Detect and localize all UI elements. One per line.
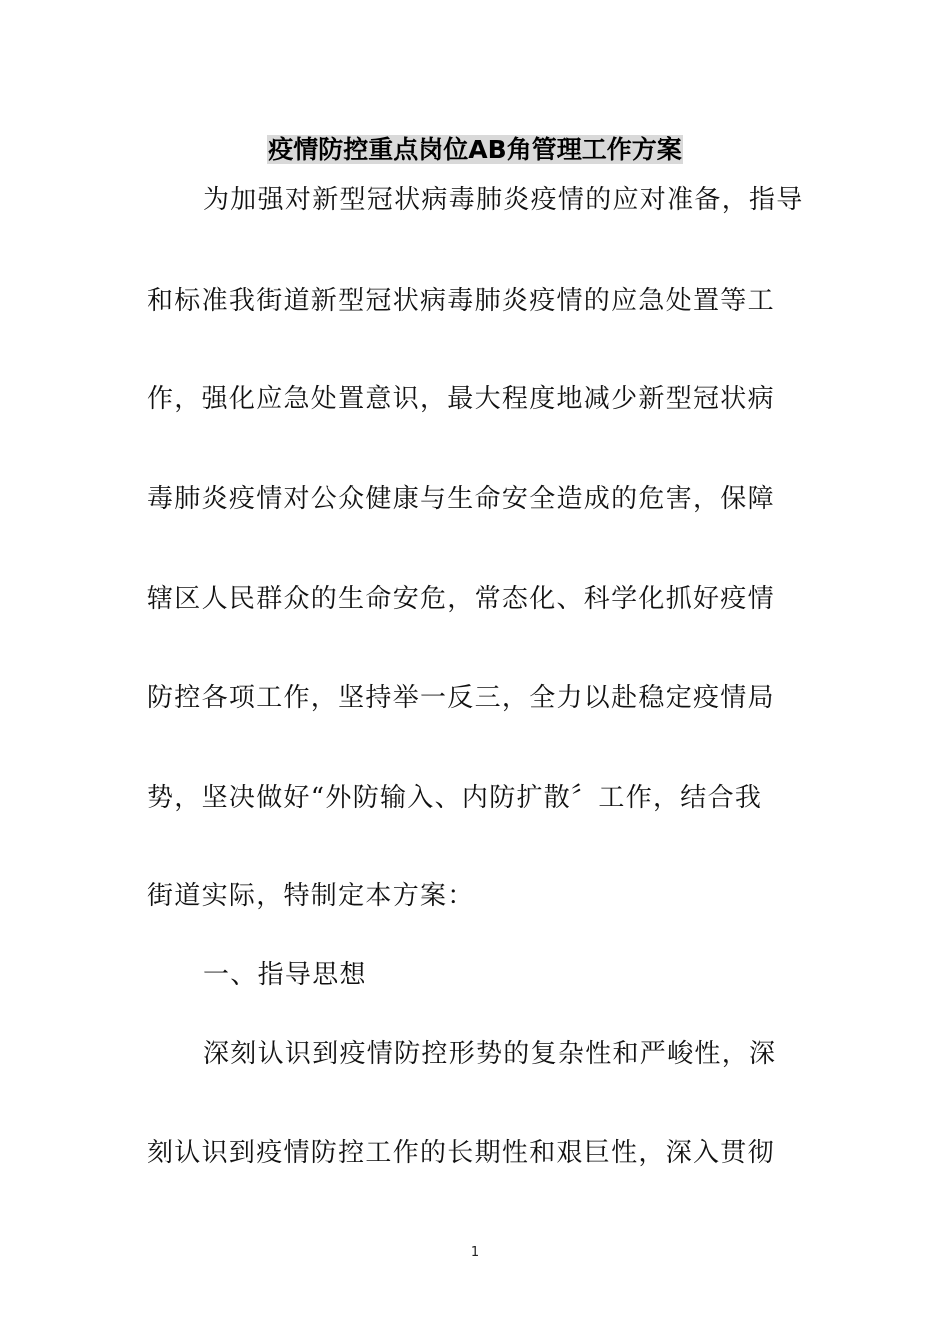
paragraph-line: 毒肺炎疫情对公众健康与生命安全造成的危害，保障 xyxy=(147,484,775,514)
paragraph-line: 深刻认识到疫情防控形势的复杂性和严峻性，深 xyxy=(203,1039,777,1069)
paragraph-line: 为加强对新型冠状病毒肺炎疫情的应对准备，指导 xyxy=(203,185,804,215)
paragraph-line: 街道实际，特制定本方案： xyxy=(147,881,475,911)
page-number: 1 xyxy=(470,1245,480,1260)
paragraph-line: 刻认识到疫情防控工作的长期性和艰巨性，深入贯彻 xyxy=(147,1138,775,1168)
document-title xyxy=(0,130,950,170)
paragraph-line: 作，强化应急处置意识，最大程度地减少新型冠状病 xyxy=(147,384,775,414)
section-heading: 一、指导思想 xyxy=(203,960,367,990)
paragraph-line: 势，坚决做好“外防输入、内防扩散〞工作，结合我 xyxy=(147,783,763,813)
document-title-text: 疫情防控重点岗位AB角管理工作方案 xyxy=(268,135,682,164)
paragraph-line: 和标准我街道新型冠状病毒肺炎疫情的应急处置等工 xyxy=(147,286,775,316)
paragraph-line: 防控各项工作，坚持举一反三，全力以赴稳定疫情局 xyxy=(147,683,775,713)
paragraph-line: 辖区人民群众的生命安危，常态化、科学化抓好疫情 xyxy=(147,584,775,614)
